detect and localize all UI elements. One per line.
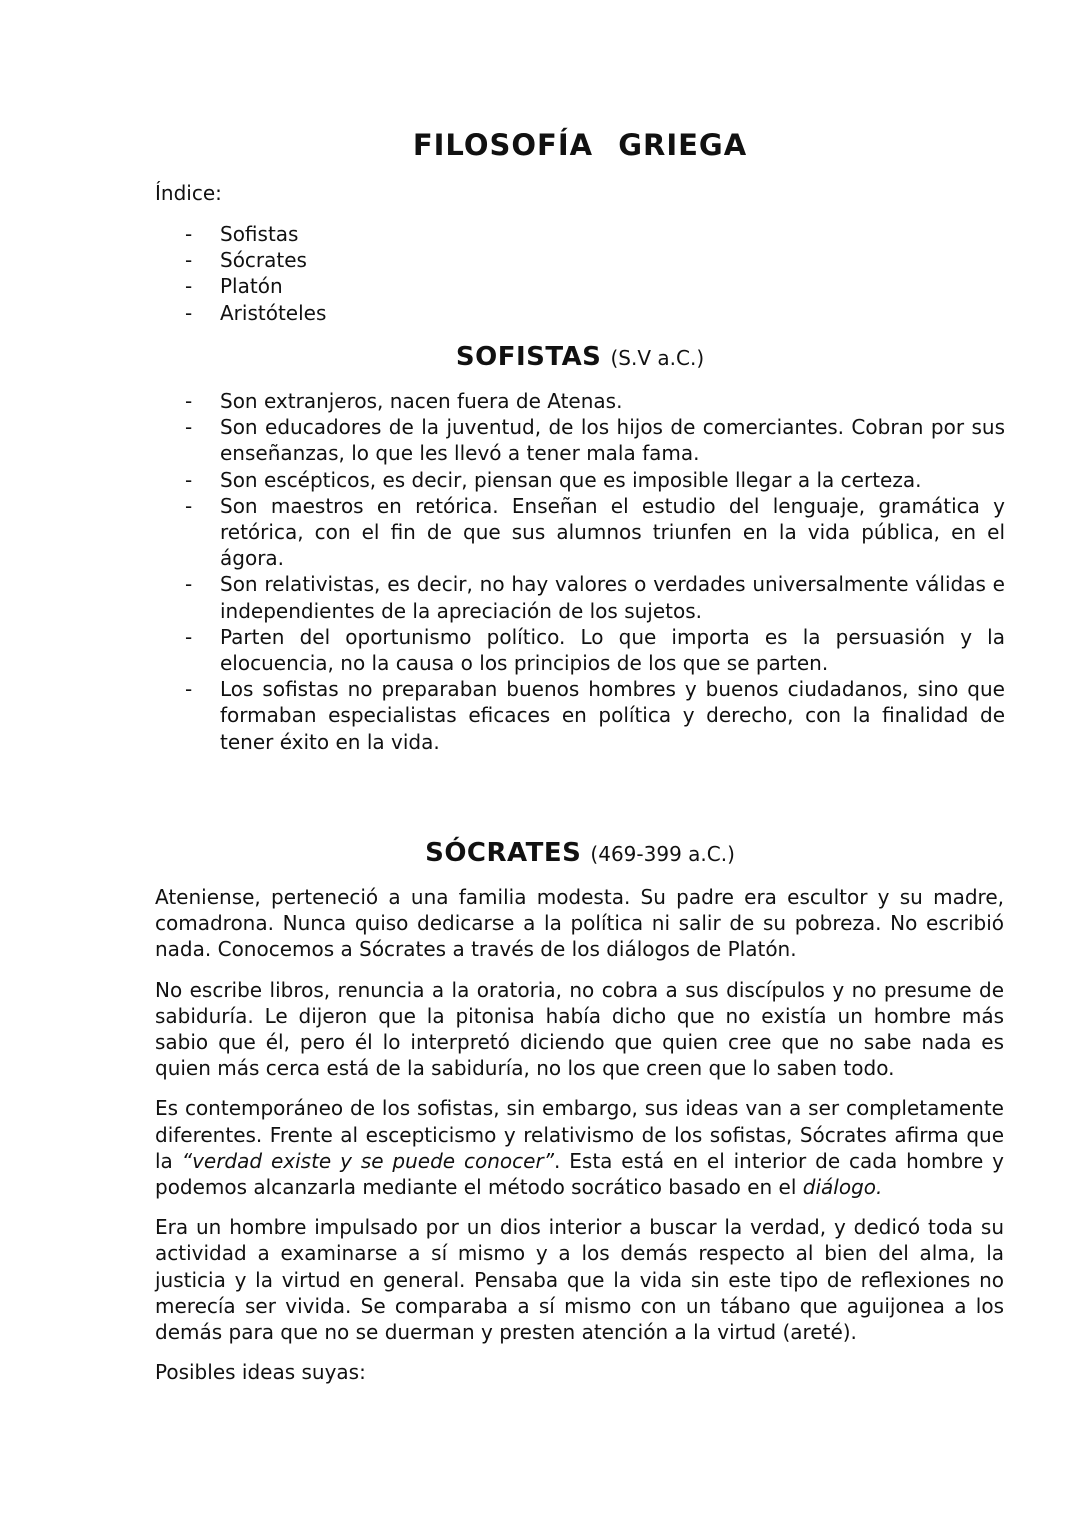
sofistas-list <box>185 388 1005 755</box>
socrates-heading-date: (469-399 a.C.) <box>590 842 735 866</box>
index-item-aristoteles: - Aristóteles <box>185 300 1005 326</box>
socrates-paragraph-4: Era un hombre impulsado por un dios interior a buscar la verdad, y dedicó toda su actividad a examinarse a sí mismo y a los demás respecto al bien del alma, la justicia y la virtud en general. Pensaba que la vida sin este tipo de reflexiones no merecía ser vivida. Se comparaba a sí mismo con un tábano que aguijonea a los demás para que no se duerman y presten atención a la virtud (areté). <box>155 1215 1004 1345</box>
socrates-body <box>155 884 1004 1399</box>
socrates-paragraph-2: No escribe libros, renuncia a la oratoria, no cobra a sus discípulos y no presume de sabiduría. Le dijeron que la pitonisa había dicho que no existía un hombre más sabio que él, pero él lo interpretó diciendo que quien cree que no sabe nada es quien más cerca está de la sabiduría, no los que creen que lo saben todo. <box>155 977 1004 1081</box>
p3-text-b: . Esta está en el interior de cada hombre y podemos alcanzarla mediante el método socrático basado en el <box>155 1148 1005 1200</box>
index-item-socrates: - Sócrates <box>185 247 1005 273</box>
p3-quote: “verdad existe y se puede conocer” <box>181 1148 555 1173</box>
sofistas-item: - Son escépticos, es decir, piensan que es imposible llegar a la certeza. <box>185 467 1005 493</box>
page-title: FILOSOFÍA GRIEGA <box>412 128 748 162</box>
index-item-sofistas: - Sofistas <box>185 221 1005 247</box>
p3-dialogo: diálogo. <box>802 1175 883 1200</box>
sofistas-heading <box>0 342 1080 372</box>
socrates-heading <box>0 838 1080 868</box>
socrates-heading-name: SÓCRATES <box>425 838 582 868</box>
sofistas-heading-date: (S.V a.C.) <box>610 346 705 370</box>
sofistas-item: - Son relativistas, es decir, no hay valores o verdades universalmente válidas e independientes de la apreciación de los sujetos. <box>185 571 1005 623</box>
sofistas-item: - Son educadores de la juventud, de los hijos de comerciantes. Cobran por sus enseñanzas, lo que les llevó a tener mala fama. <box>185 414 1005 466</box>
sofistas-item: - Son extranjeros, nacen fuera de Atenas. <box>185 388 1005 414</box>
socrates-paragraph-1: Ateniense, perteneció a una familia modesta. Su padre era escultor y su madre, comadrona. Nunca quiso dedicarse a la política ni salir de su pobreza. No escribió nada. Conocemos a Sócrates a través de los diálogos de Platón. <box>155 885 1004 962</box>
index-item-platon: - Platón <box>185 273 1005 299</box>
p3-text-a: Es contemporáneo de los sofistas, sin embargo, sus ideas van a ser completamente diferentes. Frente al escepticismo y relativismo de los sofistas, Sócrates afirma que la <box>155 1096 1004 1173</box>
sofistas-item: - Son maestros en retórica. Enseñan el estudio del lenguaje, gramática y retórica, con el fin de que sus alumnos triunfen en la vida pública, en el ágora. <box>185 493 1005 572</box>
socrates-paragraph-5: Posibles ideas suyas: <box>155 1360 366 1385</box>
sofistas-heading-name: SOFISTAS <box>455 342 602 372</box>
socrates-paragraph-3 <box>155 1095 1004 1200</box>
index-list <box>185 221 1005 326</box>
sofistas-item: - Los sofistas no preparaban buenos hombres y buenos ciudadanos, sino que formaban especialistas eficaces en política y derecho, con la finalidad de tener éxito en la vida. <box>185 676 1005 755</box>
index-label: Índice: <box>155 181 222 205</box>
sofistas-item: - Parten del oportunismo político. Lo que importa es la persuasión y la elocuencia, no la causa o los principios de los que se parten. <box>185 624 1005 676</box>
